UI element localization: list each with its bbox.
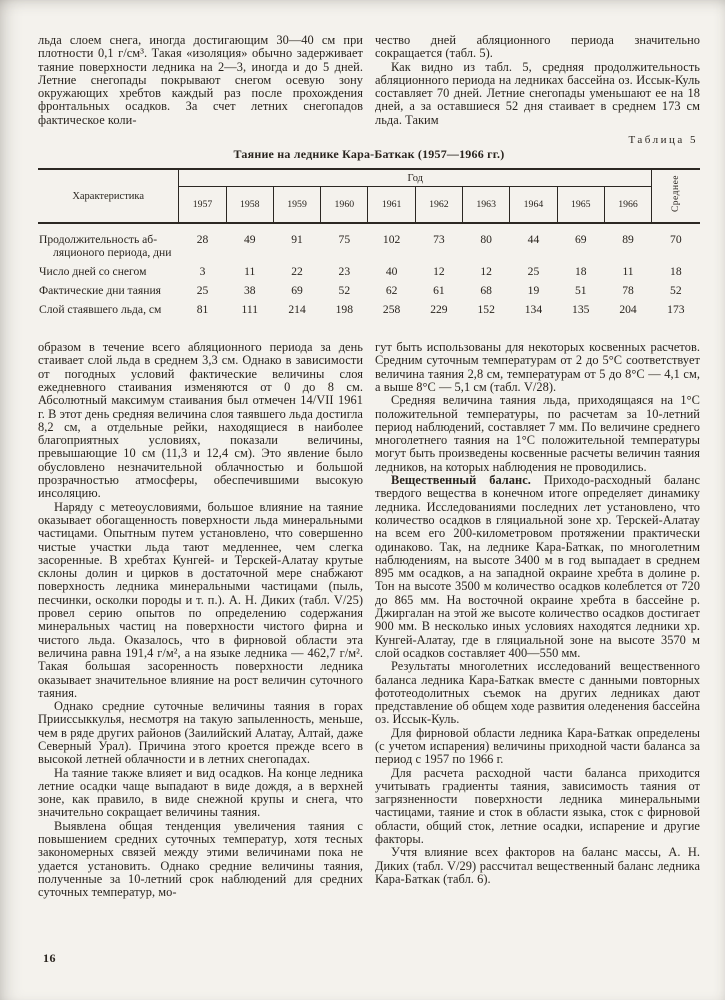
cell-value: 51 — [574, 284, 587, 298]
cell-value: 62 — [385, 284, 398, 298]
table-row — [38, 279, 700, 298]
paragraph: льда слоем снега, иногда достигающим 30—40 см при плотности 0,1 г/см³. Такая «изоляция» обычно задерживает таяние поверхности ледника на 2—3, иногда и до 5 дней. Летние снегопады покрывают снегом осевую зону окружающих хребтов каждый раз после прохождения фронтальных осадков. За счет летних снегопадов фактическое коли- — [38, 33, 363, 127]
cell-value: 229 — [430, 303, 448, 317]
year-header: 1959 — [273, 187, 320, 224]
cell-value: 102 — [382, 233, 401, 247]
year-header: 1957 — [179, 187, 226, 224]
table-row — [38, 260, 700, 279]
cell-value: 135 — [572, 303, 590, 317]
row-label: Число дней со снегом — [39, 265, 147, 279]
row-label: Фактические дни таяния — [39, 284, 161, 298]
cell-average: 18 — [670, 265, 682, 279]
cell-value: 28 — [196, 233, 209, 247]
table-body — [38, 223, 700, 326]
year-header: 1966 — [604, 187, 651, 224]
cell-value: 23 — [338, 265, 351, 279]
year-header: 1964 — [510, 187, 557, 224]
bottom-text-block — [38, 341, 700, 899]
paragraph: гут быть использованы для некоторых косвенных расчетов. Средним суточным температурам от 2 до 5°С соответствует величина таяния 2,8 см, температурам от 5 до 8°С — 4,1 см, а выше 8°С — 5,1 см (табл. V/28). — [375, 340, 700, 394]
cell-value: 69 — [291, 284, 303, 298]
cell-value: 11 — [244, 265, 256, 279]
year-group-header: Год — [179, 169, 652, 187]
cell-average: 173 — [667, 303, 685, 317]
cell-value: 258 — [382, 303, 401, 317]
paragraph — [375, 474, 700, 660]
year-header: 1962 — [415, 187, 462, 224]
paragraph: Наряду с метеоусловиями, большое влияние на таяние оказывает обогащенность поверхности льда минеральными частицами. Опытным путем установлено, что совершенно чистые участки льда тают медленнее, чем слегка засоренные. В хребтах Кунгей- и Терскей-Алатау крутые склоны долин и цирков в достаточной мере снабжают поверхность ледника минеральными частицами (пыль, песчинки, осколки породы и т. п.). А. Н. Диких (табл. V/25) провел серию опытов по определению содержания минеральных частиц на поверхности чистого фирна и чистого льда. Оказалось, что в фирновой области эта величина равна 191,4 г/м², а на языке ледника — 462,7 г/м². Такая большая засоренность поверхности ледника оказывает значительное влияние на рост величин суточного таяния. — [38, 499, 363, 700]
cell-value: 3 — [199, 265, 206, 279]
paragraph: Для расчета расходной части баланса приходится учитывать градиенты таяния, зависимость таяния от загрязненности поверхности ледника минеральными частицами, таяние и сток в области языка, сток с фирновой области, общий сток, летние осадки, испарение и другие факторы. — [375, 765, 700, 847]
cell-value: 111 — [241, 303, 259, 317]
text-column-left — [38, 34, 363, 127]
cell-value: 91 — [291, 233, 303, 247]
cell-value: 78 — [622, 284, 634, 298]
cell-value: 80 — [480, 233, 492, 247]
row-label: Слой стаявшего льда, см — [39, 303, 162, 317]
characteristic-header: Характеристика — [38, 169, 179, 223]
paragraph: образом в течение всего абляционного периода за день стаивает слой льда в среднем 3,3 см. Однако в зависимости от погодных условий фактические величины слоя ежедневного стаивания изменяются от 0 до 8 см. Абсолютный максимум стаивания был отмечен 14/VII 1961 г. В этот день средняя величина слоя таявшего льда достигла 8,2 см, а отдельные рейки, находящиеся в наиболее благоприятных условиях, показали величины, превышающие 10 см (11,3 и 12,4 см). Это явление было обусловлено незначительной облачностью и большой прозрачностью атмосферы, обеспечившими высокую инсоляцию. — [38, 340, 363, 501]
cell-value: 204 — [619, 303, 637, 317]
cell-value: 11 — [622, 265, 634, 279]
cell-value: 12 — [480, 265, 492, 279]
year-header: 1960 — [321, 187, 368, 224]
paragraph: Учтя влияние всех факторов на баланс массы, А. Н. Диких (табл. V/29) рассчитал вещественный баланс ледника Кара-Баткак (табл. 6). — [375, 845, 700, 886]
paragraph: На таяние также влияет и вид осадков. На конце ледника летние осадки чаще выпадают в виде дождя, а в верхней зоне, как правило, в виде снежной крупы и снега, что значительно сокращает величины таяния. — [38, 765, 363, 820]
paragraph: Как видно из табл. 5, средняя продолжительность абляционного периода на ледниках бассейна оз. Иссык-Куль составляет 70 дней. Летние снегопады уменьшают ее на 18 дней, а за оставшиеся 52 дня стаивает в среднем 173 см льда. Таким — [375, 59, 700, 127]
row-label: Продолжительность аб- ляционого периода, дни — [39, 233, 172, 260]
cell-value: 152 — [477, 303, 495, 317]
cell-value: 198 — [335, 303, 354, 317]
average-header — [652, 169, 700, 223]
cell-value: 134 — [524, 303, 543, 317]
cell-value: 38 — [243, 284, 256, 298]
cell-value: 44 — [527, 233, 540, 247]
cell-value: 68 — [480, 284, 492, 298]
year-header: 1965 — [557, 187, 604, 224]
table-title: Таяние на леднике Кара-Баткак (1957—1966 гг.) — [233, 147, 505, 162]
cell-average: 52 — [670, 284, 682, 298]
cell-value: 22 — [291, 265, 303, 279]
cell-value: 18 — [574, 265, 587, 279]
table-row — [38, 298, 700, 326]
top-text-block — [38, 34, 700, 127]
cell-average: 70 — [670, 233, 682, 247]
cell-value: 61 — [433, 284, 445, 298]
paragraph: Для фирновой области ледника Кара-Баткак определены (с учетом испарения) величины приходной части баланса за период с 1957 по 1966 г. — [375, 725, 700, 767]
paragraph-text: Приходо-расходный баланс твердого вещества в конечном итоге определяет динамику ледника. Исследованиями последних лет установлено, что количество осадков в гляциальной зоне хр. Терскей-Алатау на всем его 200-километровом протяжении практически одинаково. Так, на леднике Кара-Баткак, по многолетним наблюдениям, на высоте 3400 м в год выпадает в среднем 895 мм осадков, а на западной окраине хребта в долине р. Тон на высоте 3500 м количество осадков колеблется от 720 до 865 мм. На восточной окраине хребта в бассейне р. Джиргалан на этой же высоте количество осадков достигает 900 мм. В несколько иных условиях находятся ледники хр. Кунгей-Алатау, где в гляциальной зоне на высоте 3570 м слой осадков составляет 400—550 мм. — [375, 473, 701, 660]
paragraph: Средняя величина таяния льда, приходящаяся на 1°С положительной температуры, по расчетам за 10-летний период наблюдений, составляет 7 мм. По величине среднего многолетнего таяния на 1°С положительной температуры могут быть произведены косвенные расчеты величин таяния ледников, на которых наблюдения не проводились. — [375, 393, 700, 474]
text-column-left — [38, 341, 363, 899]
cell-value: 12 — [433, 265, 445, 279]
page-number: 16 — [43, 951, 56, 965]
cell-value: 81 — [196, 303, 209, 317]
year-header: 1958 — [226, 187, 273, 224]
cell-value: 25 — [527, 265, 540, 279]
melting-data-table — [38, 168, 700, 326]
cell-value: 89 — [622, 233, 634, 247]
paragraph: чество дней абляционного периода значительно сокращается (табл. 5). — [375, 33, 700, 61]
cell-value: 69 — [574, 233, 587, 247]
paragraph-bold-lead: Вещественный баланс. — [391, 473, 531, 488]
table-header — [38, 169, 700, 223]
average-header-label: Среднее — [671, 175, 682, 213]
year-header: 1963 — [463, 187, 510, 224]
paragraph: Однако средние суточные величины таяния в горах Прииссыккулья, несмотря на такую запыленность, меньше, чем в ряде других районов (Заилийский Алатау, Алтай, даже Северный Урал). Причина этого кроется прежде всего в высокой летней облачности и в летних снегопадах. — [38, 699, 363, 767]
cell-value: 40 — [385, 265, 398, 279]
cell-value: 25 — [196, 284, 209, 298]
cell-value: 19 — [527, 284, 540, 298]
text-column-right — [375, 341, 700, 899]
paragraph: Выявлена общая тенденция увеличения таяния с повышением средних суточных температур, хотя тесных закономерных связей между этими величинами пока не удается установить. Однако средние величины таяния, полученные за 10-летний срок наблюдений для средних суточных температур, мо- — [38, 818, 363, 900]
cell-value: 73 — [433, 233, 445, 247]
paragraph: Результаты многолетних исследований вещественного баланса ледника Кара-Баткак вместе с данными повторных фототеодолитных съемок на других ледниках дают представление об общем ходе развития оледенения бассейна оз. Иссык-Куль. — [375, 659, 700, 727]
cell-value: 49 — [243, 233, 256, 247]
cell-value: 75 — [338, 233, 351, 247]
year-header: 1961 — [368, 187, 415, 224]
cell-value: 214 — [288, 303, 306, 317]
text-column-right — [375, 34, 700, 127]
table-row — [38, 223, 700, 260]
cell-value: 52 — [338, 284, 351, 298]
table-number-label: Таблица 5 — [628, 134, 698, 147]
